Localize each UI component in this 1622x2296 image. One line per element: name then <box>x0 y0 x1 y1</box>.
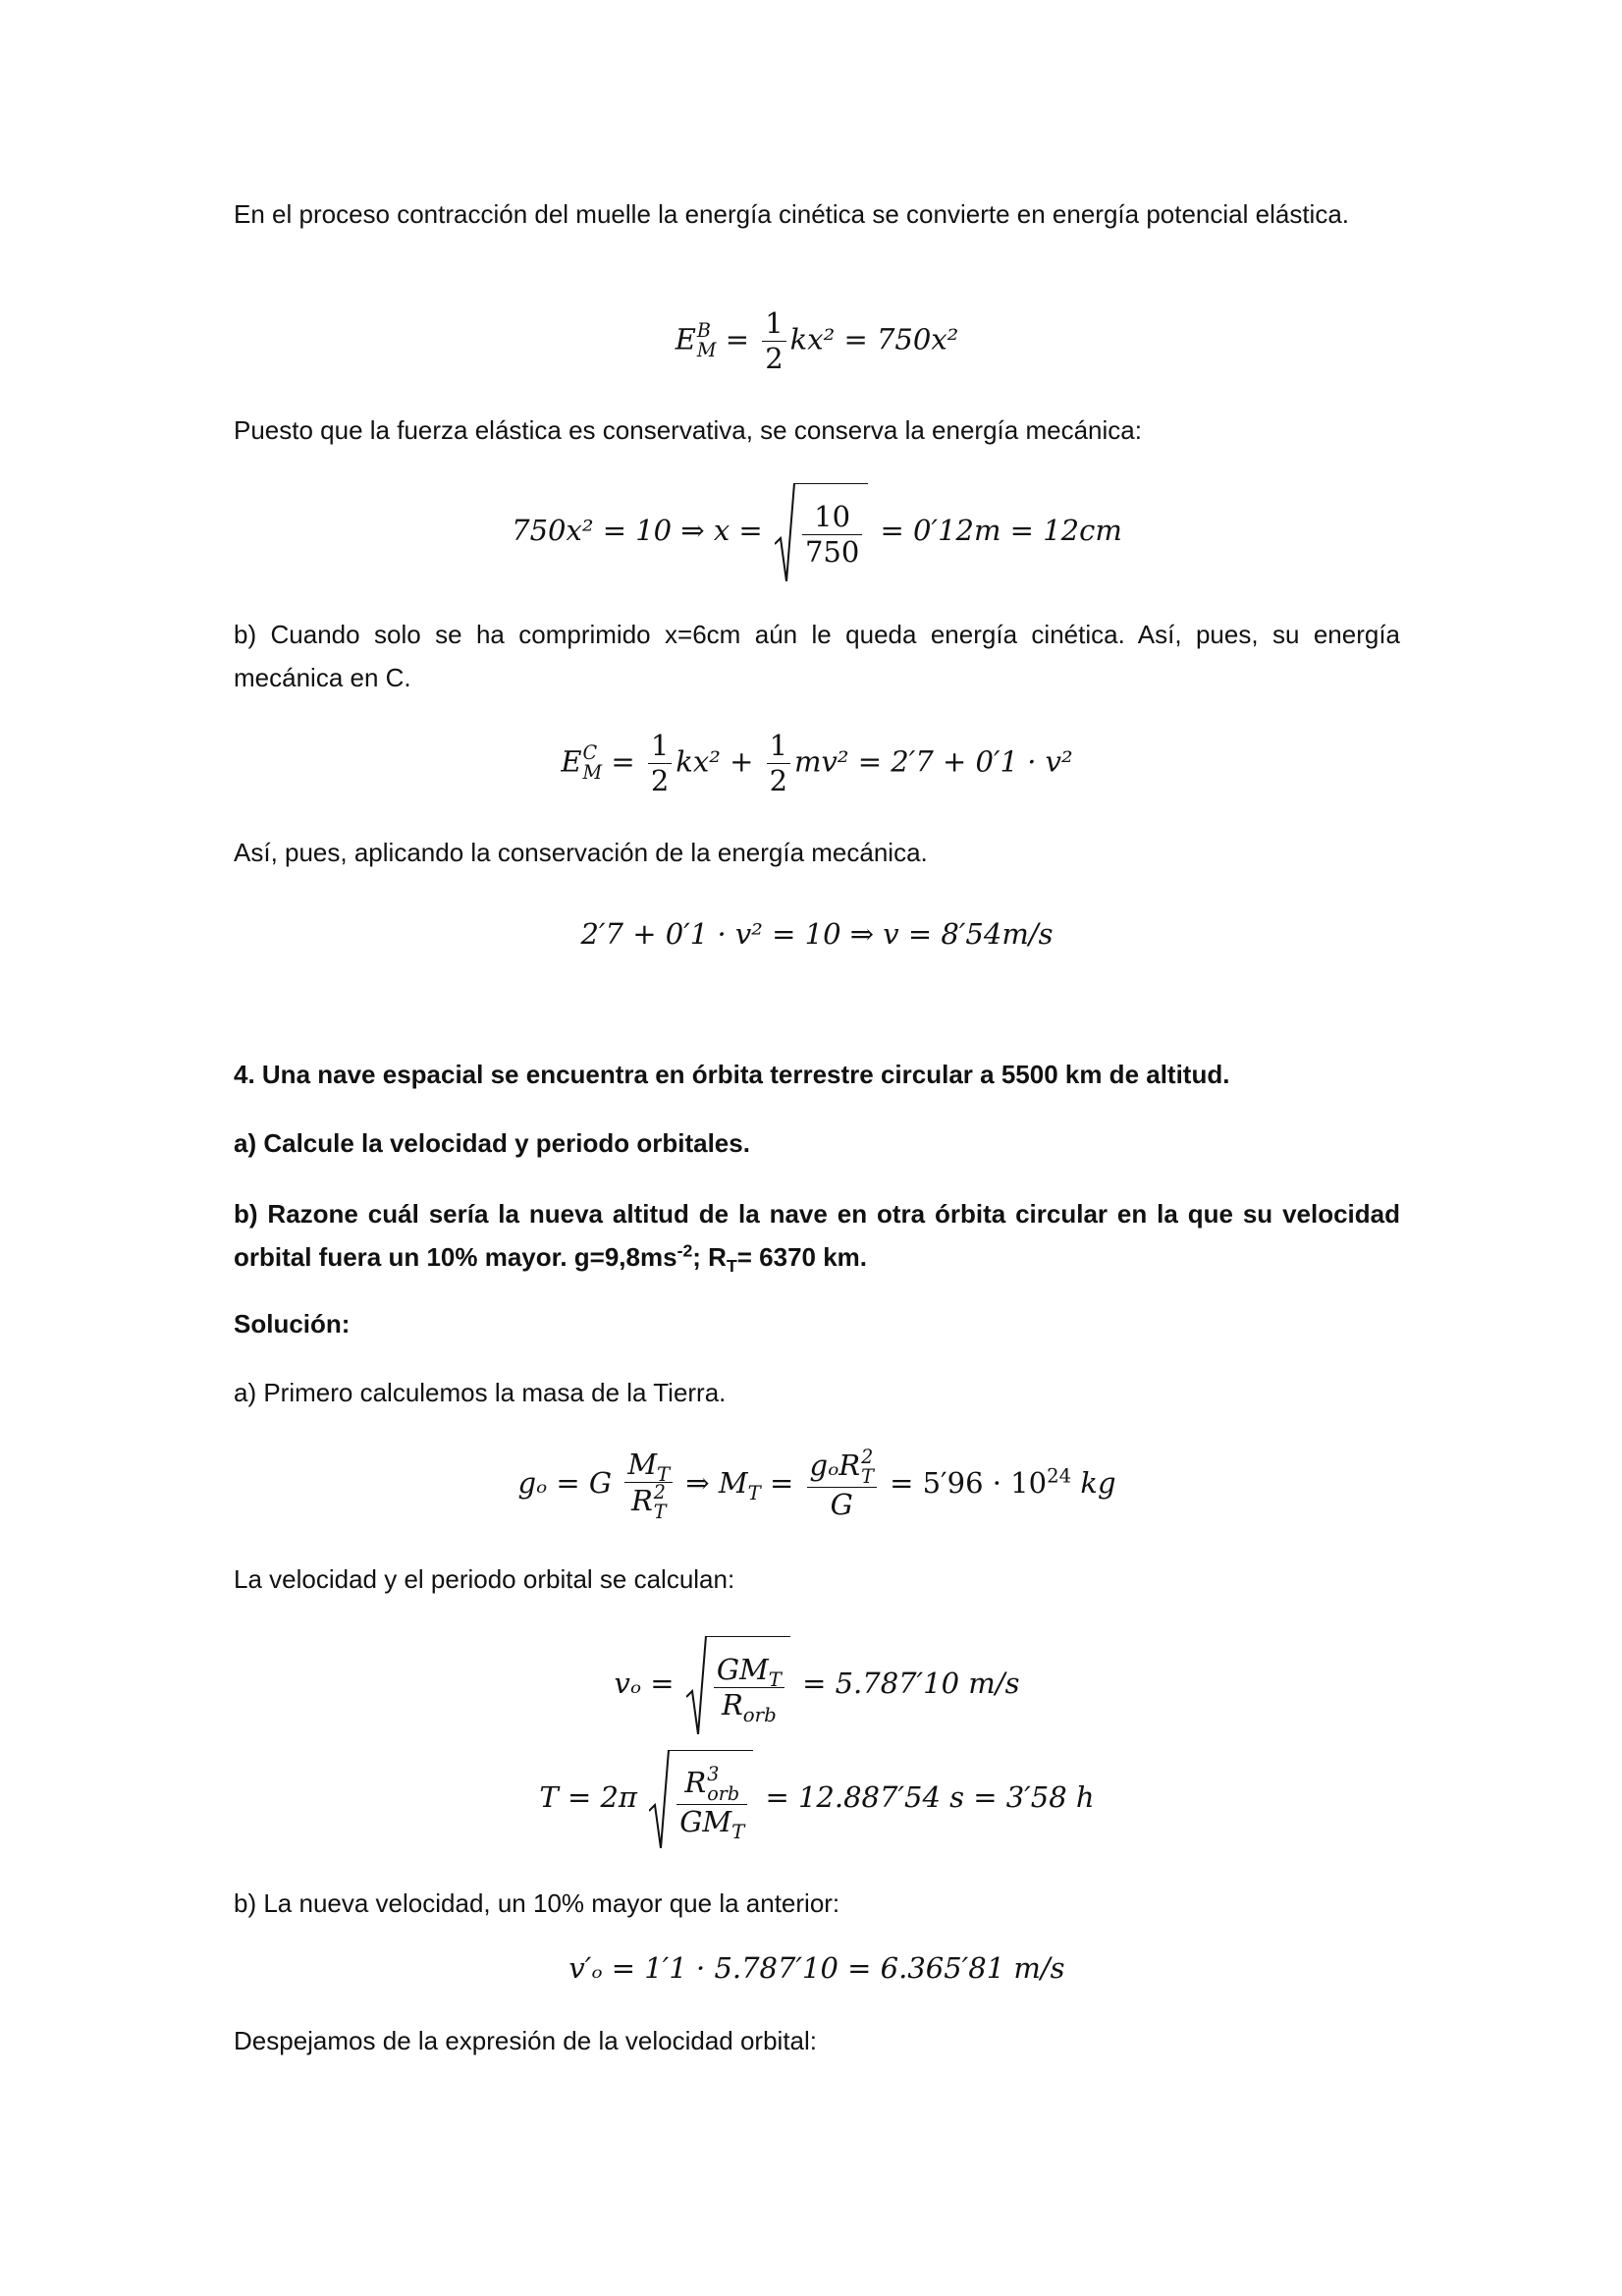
q4b-subscript: T <box>726 1256 737 1277</box>
eq5-right-base: = 5′96 · 10 <box>890 1466 1048 1500</box>
eq5-num1-base: M <box>627 1448 658 1481</box>
eq7-den <box>676 1804 747 1843</box>
eq7-left: T = 2π <box>539 1780 637 1814</box>
eq3-E: E <box>561 744 582 779</box>
q4b-exponent: -2 <box>676 1240 693 1261</box>
eq1-supsub <box>697 321 717 360</box>
eq7-right: = 12.887′54 s = 3′58 h <box>765 1780 1095 1814</box>
paragraph-part-b: b) Cuando solo se ha comprimido x=6cm aún le queda energía cinética. Así, pues, su energía mecánica en C. <box>234 620 1400 692</box>
eq5-fraction-1 <box>624 1448 673 1522</box>
eq3-num2: 1 <box>767 729 790 764</box>
eq6-den-sub: orb <box>742 1703 777 1726</box>
eq5-left: gₒ = G <box>517 1466 613 1500</box>
paragraph-conservation: Así, pues, aplicando la conservación de la energía mecánica. <box>234 838 928 867</box>
eq5-den2: G <box>830 1488 853 1522</box>
eq3-fraction-2 <box>767 729 790 798</box>
eq3-den2: 2 <box>769 763 788 797</box>
equation-energy-at-c <box>234 729 1400 798</box>
eq3-sub: M <box>582 761 603 785</box>
eq6-right: = 5.787′10 m/s <box>802 1667 1020 1700</box>
eq7-fraction <box>676 1762 747 1843</box>
eq2-sqrt <box>775 483 868 581</box>
eq5-unit: kg <box>1080 1466 1116 1500</box>
eq2-left: 750x² = 10 ⇒ x = <box>512 514 763 547</box>
eq1-sub: M <box>696 339 717 362</box>
eq2-num: 10 <box>802 500 862 535</box>
eq7-num-base: R <box>684 1765 707 1799</box>
eq5-mid-sub: T <box>747 1481 761 1504</box>
eq3-sup: C <box>582 741 598 765</box>
radical-sign-icon <box>686 1636 708 1734</box>
eq5-right-sup: 24 <box>1047 1464 1072 1488</box>
equation-orbital-period <box>234 1750 1400 1848</box>
eq2-fraction <box>802 500 862 570</box>
radical-sign-icon <box>649 1750 671 1848</box>
question-4-part-a: a) Calcule la velocidad y periodo orbitales. <box>234 1128 750 1158</box>
eq6-den-base: R <box>721 1688 743 1722</box>
question-4-title: 4. Una nave espacial se encuentra en órbita terrestre circular a 5500 km de altitud. <box>234 1060 1230 1089</box>
eq5-den1-sup: 2 <box>653 1480 666 1503</box>
eq6-fraction <box>714 1653 784 1726</box>
eq7-num <box>676 1762 747 1805</box>
eq5-fraction-2 <box>807 1448 877 1522</box>
eq5-num1 <box>624 1448 673 1486</box>
eq5-den1-sub: T <box>653 1500 667 1523</box>
eq7-num-sub: orb <box>707 1781 740 1805</box>
eq5-mid <box>685 1466 761 1504</box>
eq2-den: 750 <box>804 535 860 569</box>
eq7-sqrt <box>649 1750 753 1848</box>
eq7-den-sub: T <box>731 1820 745 1843</box>
eq5-num1-sub: T <box>657 1462 671 1486</box>
eq6-left: vₒ = <box>614 1667 675 1700</box>
eq8-text: v′ₒ = 1′1 · 5.787′10 = 6.365′81 m/s <box>568 1951 1065 1985</box>
question-4-part-b <box>234 1192 1400 1279</box>
eq3-supsub <box>583 743 603 783</box>
eq5-num2-sub: T <box>861 1465 874 1489</box>
eq3-num1: 1 <box>648 729 672 764</box>
eq3-mid: kx² + <box>676 744 754 779</box>
solution-label: Solución: <box>234 1309 351 1339</box>
equation-elastic-energy <box>234 306 1400 376</box>
eq3-fraction-1 <box>648 729 672 798</box>
eq7-num-sup: 3 <box>707 1762 720 1785</box>
eq1-rest: kx² = 750x² <box>789 322 959 356</box>
q4b-text-1: b) Razone cuál sería la nueva altitud de la nave en otra órbita circular en la que su velocidad orbital fuera un 10% mayor. g=9,8ms <box>234 1199 1400 1272</box>
equation-new-velocity <box>234 1951 1400 1985</box>
eq5-num2 <box>807 1448 877 1488</box>
eq1-E: E <box>675 322 696 356</box>
eq5-den1 <box>624 1480 673 1523</box>
eq5-right <box>890 1466 1115 1500</box>
eq4-text: 2′7 + 0′1 · v² = 10 ⇒ v = 8′54m/s <box>580 917 1054 951</box>
eq6-num-base: GM <box>716 1653 769 1687</box>
paragraph-new-velocity: b) La nueva velocidad, un 10% mayor que la anterior: <box>234 1888 840 1918</box>
eq1-fraction <box>762 306 785 376</box>
eq1-equals: = <box>725 322 749 356</box>
eq1-sup: B <box>696 319 711 343</box>
eq6-num <box>714 1653 784 1691</box>
eq3-right: mv² = 2′7 + 0′1 · v² <box>794 744 1073 779</box>
eq3-equals: = <box>611 744 635 779</box>
radical-sign-icon <box>775 483 796 581</box>
eq5-mid-base: ⇒ M <box>685 1466 748 1500</box>
q4b-text-3: = 6370 km. <box>736 1242 868 1272</box>
eq1-den: 2 <box>765 341 784 375</box>
q4b-text-2: ; R <box>692 1242 727 1272</box>
equation-orbital-velocity <box>234 1636 1400 1734</box>
equation-earth-mass <box>234 1448 1400 1522</box>
equation-compression <box>234 483 1400 581</box>
paragraph-spring-energy: En el proceso contracción del muelle la energía cinética se convierte en energía potencial elástica. <box>234 199 1350 229</box>
eq5-equals: = <box>769 1466 794 1500</box>
eq3-den1: 2 <box>650 763 670 797</box>
eq5-den1-base: R <box>630 1483 653 1517</box>
paragraph-earth-mass: a) Primero calculemos la masa de la Tierra. <box>234 1378 727 1407</box>
eq1-num: 1 <box>762 306 785 342</box>
eq6-sqrt <box>686 1636 790 1734</box>
eq2-right: = 0′12m = 12cm <box>880 514 1122 547</box>
paragraph-conservative-force: Puesto que la fuerza elástica es conservativa, se conserva la energía mecánica: <box>234 415 1142 445</box>
eq7-den-base: GM <box>679 1804 732 1838</box>
eq5-num2-sup: 2 <box>861 1446 874 1468</box>
eq5-num2-base: gₒR <box>809 1449 861 1483</box>
eq6-num-sub: T <box>768 1668 782 1691</box>
paragraph-solve-orbital: Despejamos de la expresión de la velocidad orbital: <box>234 2026 818 2055</box>
eq6-den <box>714 1688 784 1726</box>
paragraph-orbital-calc: La velocidad y el periodo orbital se calculan: <box>234 1564 735 1594</box>
equation-velocity-v <box>234 917 1400 951</box>
